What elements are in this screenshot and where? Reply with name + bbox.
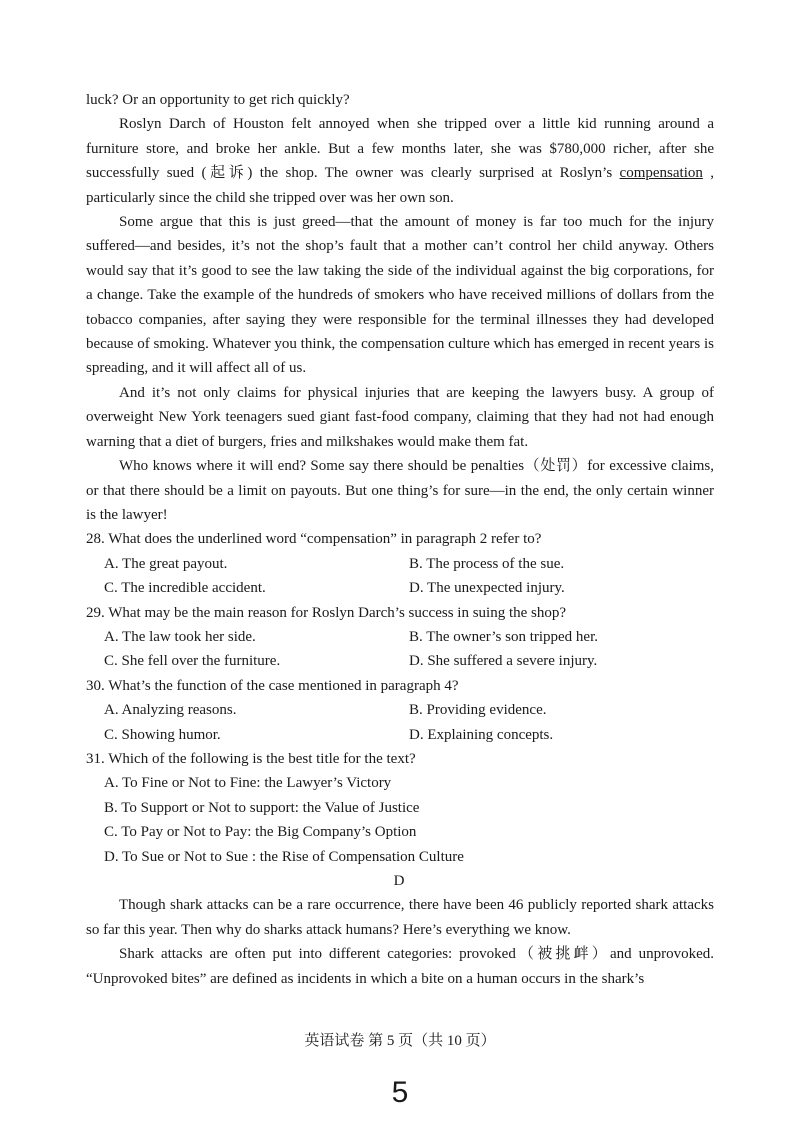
question-30-option-b: B. Providing evidence. <box>409 702 547 719</box>
question-29-options-row-2 <box>86 649 714 673</box>
question-30-options-row-1 <box>86 698 714 722</box>
question-29-option-d: D. She suffered a severe injury. <box>409 653 598 670</box>
question-30-option-d: D. Explaining concepts. <box>409 726 554 743</box>
passage-d-paragraph-1: Though shark attacks can be a rare occurrence, there have been 46 publicly reported shark attacks so far this year. Then why do sharks attack humans? Here’s everything we know. <box>86 897 714 938</box>
question-28-option-a: A. The great payout. <box>104 555 228 572</box>
passage-c-paragraph-5: Who knows where it will end? Some say there should be penalties（处罚）for excessive claims, or that there should be a limit on payouts. But one thing’s for sure—in the end, the only certain winner is the lawyer! <box>86 458 714 523</box>
question-31-option-c: C. To Pay or Not to Pay: the Big Company’s Option <box>104 824 417 841</box>
question-31-stem: 31. Which of the following is the best title for the text? <box>86 750 416 767</box>
question-31-option-b: B. To Support or Not to support: the Value of Justice <box>104 799 420 816</box>
question-28-option-c: C. The incredible accident. <box>104 580 266 597</box>
question-29-options-row-1 <box>86 625 714 649</box>
underlined-word-compensation: compensation <box>619 165 703 182</box>
passage-c-paragraph-1: luck? Or an opportunity to get rich quickly? <box>86 92 350 108</box>
page-footer: 英语试卷 第 5 页（共 10 页） <box>304 1033 496 1049</box>
passage-c-paragraph-4: And it’s not only claims for physical injuries that are keeping the lawyers busy. A group of overweight New York teenagers sued giant fast-food company, claiming that they had not had enough warning that a diet of burgers, fries and milkshakes would make them fat. <box>86 384 714 450</box>
question-28-option-b: B. The process of the sue. <box>409 555 565 572</box>
passage-d-label: D <box>393 873 405 889</box>
question-31-option-d: D. To Sue or Not to Sue : the Rise of Compensation Culture <box>104 848 464 865</box>
question-31-option-a: A. To Fine or Not to Fine: the Lawyer’s Victory <box>104 775 392 792</box>
question-28-option-d: D. The unexpected injury. <box>409 580 565 597</box>
passage-c-paragraph-2 <box>86 112 714 210</box>
question-29-option-a: A. The law took her side. <box>104 628 256 645</box>
page-content <box>86 88 714 991</box>
question-30-option-c: C. Showing humor. <box>104 726 221 743</box>
paragraph-2-text-after: , particularly since the child she tripped over was her own son. <box>86 165 714 206</box>
passage-c-paragraph-3: Some argue that this is just greed—that the amount of money is far too much for the injury suffered—and besides, it’s not the shop’s fault that a mother can’t control her child anyway. Others would say that it’s good to see the law taking the side of the individual against the big corporations, for a change. Take the example of the hundreds of smokers who have received millions of dollars from the tobacco companies, after saying they were responsible for the terminal illnesses they had developed because of smoking. Whatever you think, the compensation culture which has emerged in recent years is spreading, and it will affect all of us. <box>86 214 715 377</box>
question-30-option-a: A. Analyzing reasons. <box>104 702 237 719</box>
question-29-stem: 29. What may be the main reason for Roslyn Darch’s success in suing the shop? <box>86 604 567 621</box>
question-29-option-b: B. The owner’s son tripped her. <box>409 628 599 645</box>
passage-d-paragraph-2: Shark attacks are often put into different categories: provoked（被挑衅）and unprovoked. “Unprovoked bites” are defined as incidents in which a bite on a human occurs in the shark’s <box>86 946 714 987</box>
paragraph-2-text-before: Roslyn Darch of Houston felt annoyed when she tripped over a little kid running around a furniture store, and broke her ankle. But a few months later, she was $780,000 richer, after she successfully sued (起诉) the shop. The owner was clearly surprised at Roslyn’s <box>86 116 714 182</box>
page-number: 5 <box>391 1076 409 1109</box>
question-28-stem: 28. What does the underlined word “compensation” in paragraph 2 refer to? <box>86 531 542 548</box>
question-29-option-c: C. She fell over the furniture. <box>104 653 281 670</box>
question-28-options-row-1 <box>86 552 714 576</box>
question-28-options-row-2 <box>86 576 714 600</box>
question-30-options-row-2 <box>86 723 714 747</box>
question-30-stem: 30. What’s the function of the case mentioned in paragraph 4? <box>86 677 459 694</box>
